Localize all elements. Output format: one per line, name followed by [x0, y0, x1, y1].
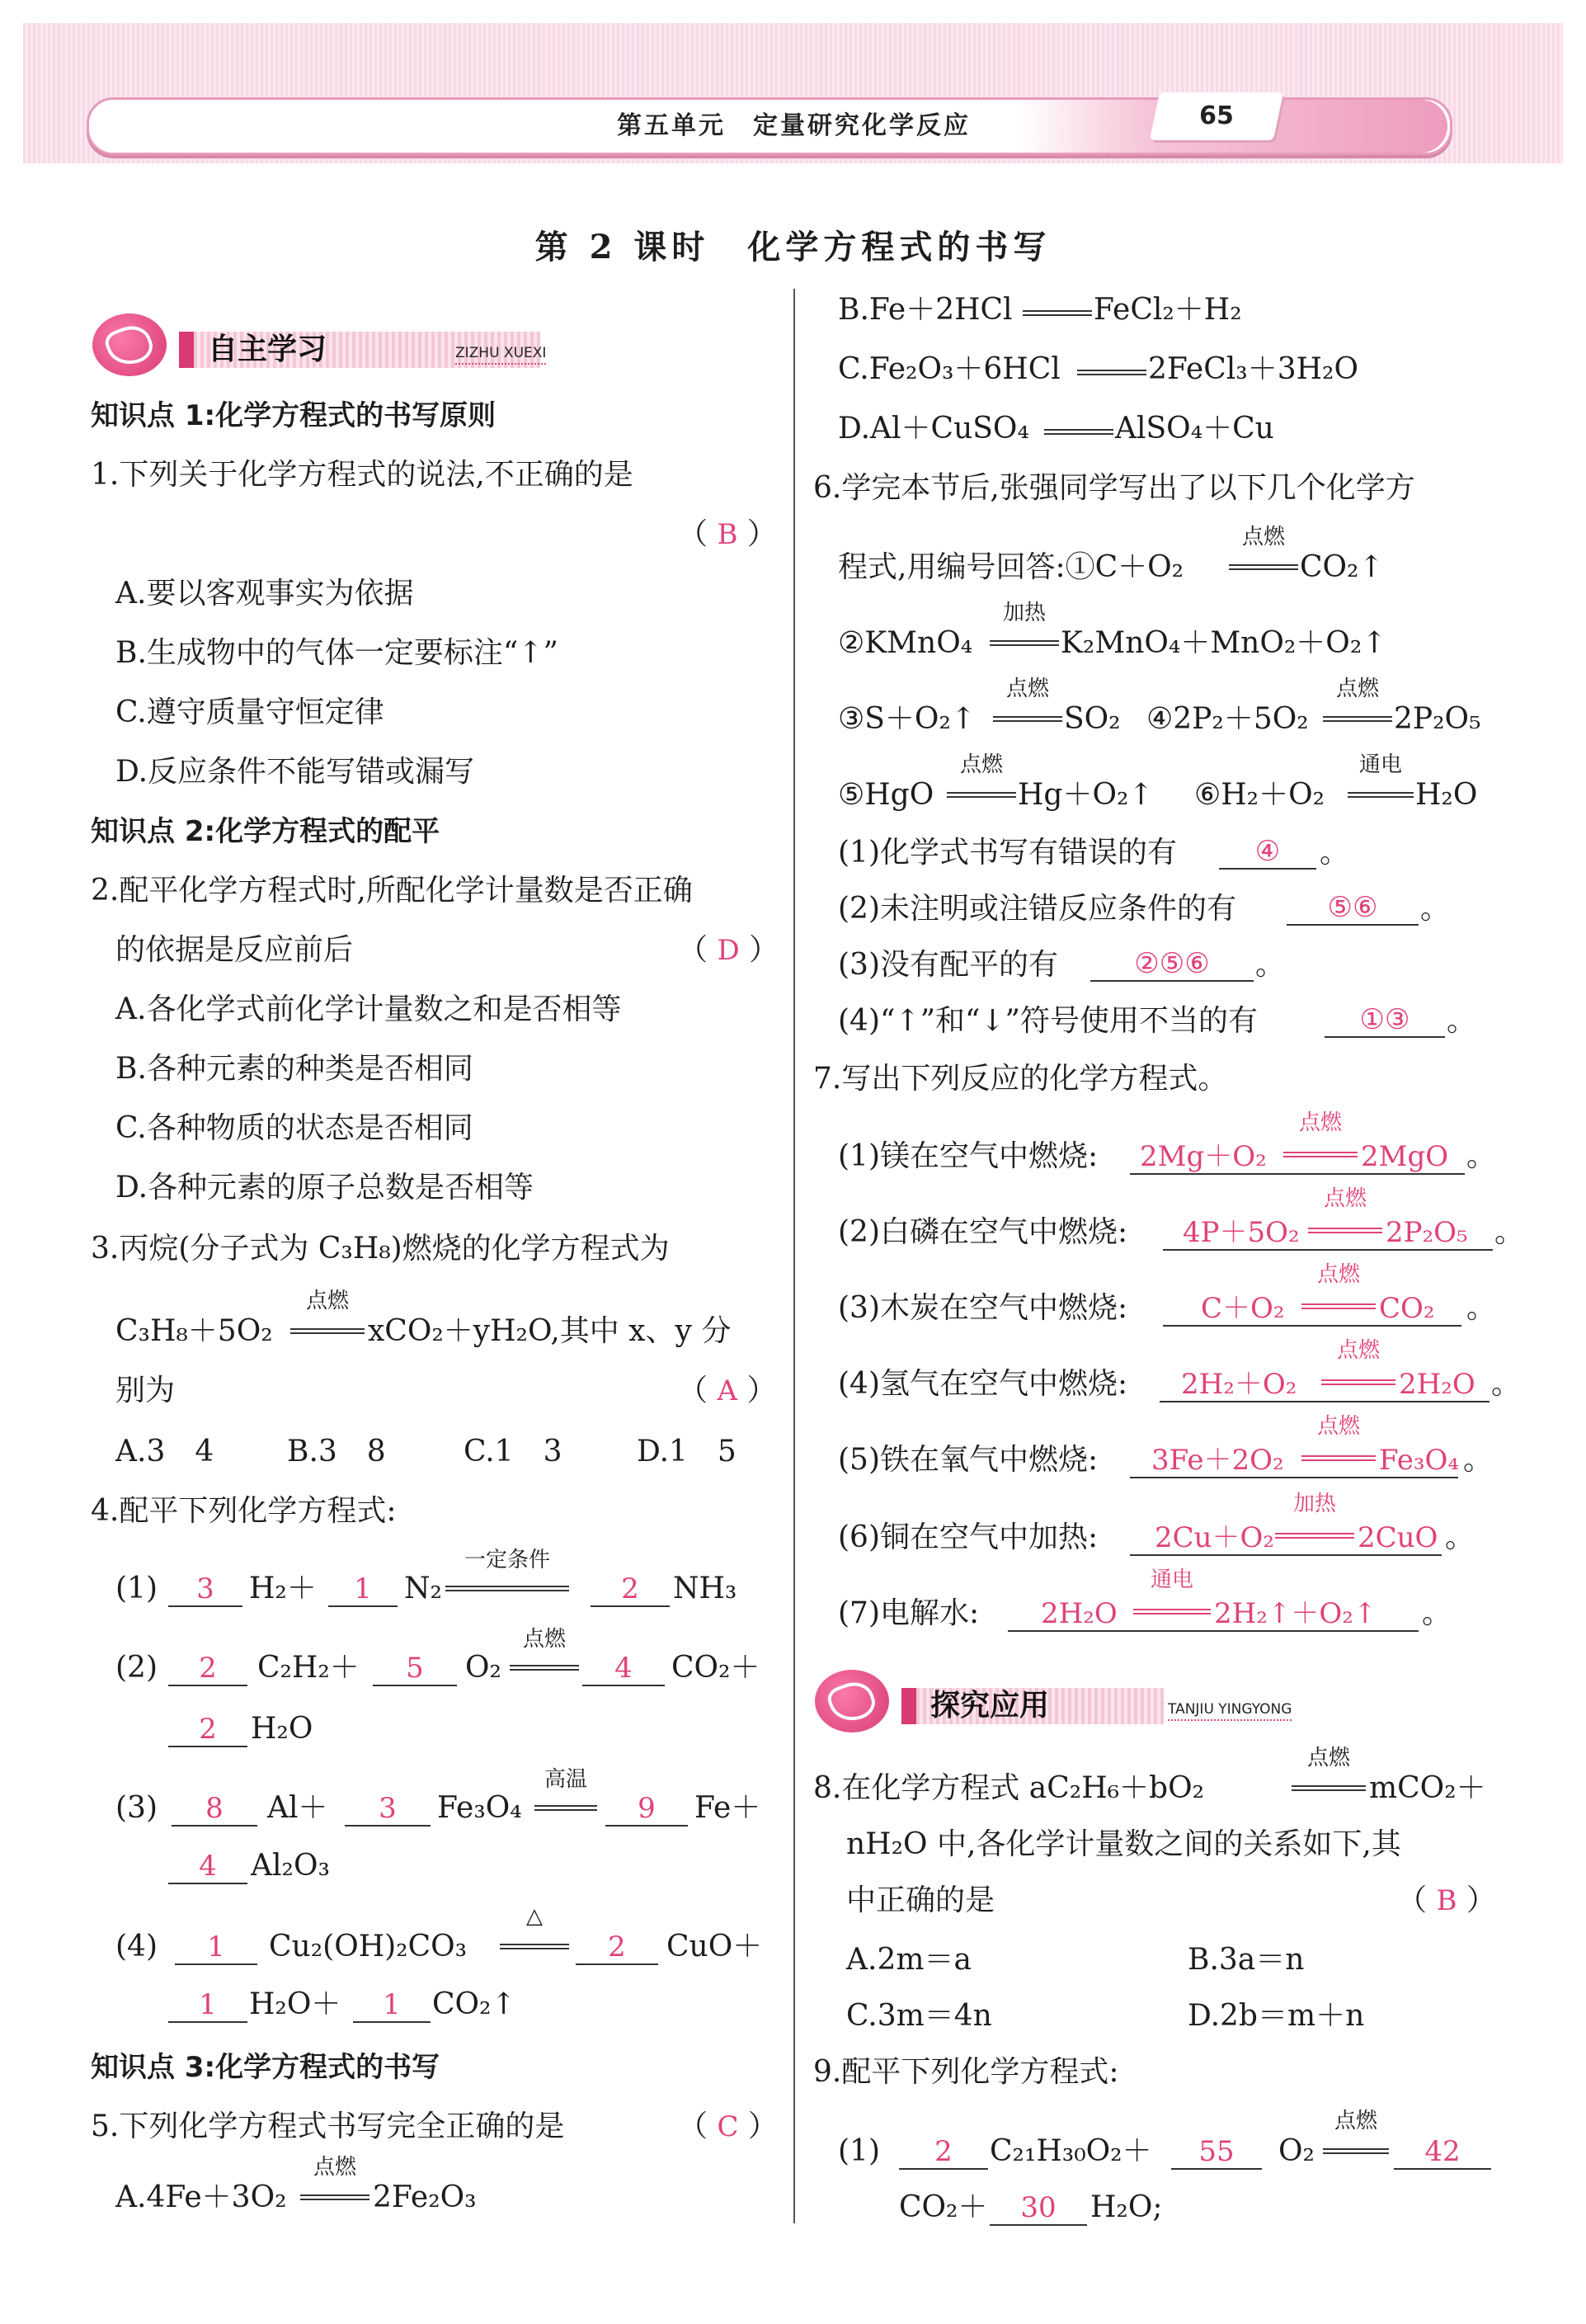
q4-p2-s4: H₂O — [251, 1712, 313, 1746]
q8-stem-line1b: mCO₂＋ — [1369, 1771, 1486, 1805]
q6-e3-condition: 点燃 — [1005, 676, 1049, 701]
q3-answer-paren: （ A ） — [678, 1374, 777, 1407]
q6-e2-right: K₂MnO₄＋MnO₂＋O₂↑ — [1061, 626, 1387, 660]
q4-p2-blank-b[interactable]: 5 — [373, 1652, 457, 1686]
q7-item6-label: (6)铜在空气中加热: — [838, 1520, 1099, 1554]
q9-p1-blank-b[interactable]: 55 — [1171, 2135, 1262, 2170]
q7-item5-label: (5)铁在氧气中燃烧: — [838, 1443, 1099, 1477]
q7-item1-right: 2MgO — [1361, 1140, 1449, 1173]
q6-e5-equals-sign — [947, 792, 1016, 798]
q7-item7-end: 。 — [1422, 1596, 1452, 1630]
q4-p4-blank-d[interactable]: 1 — [353, 1988, 431, 2023]
q7-item1-end: 。 — [1466, 1139, 1497, 1173]
q7-item6-right: 2CuO — [1358, 1521, 1438, 1554]
q8-stem-line2: nH₂O 中,各化学计量数之间的关系如下,其 — [846, 1827, 1401, 1861]
q5-option-d-right: AlSO₄＋Cu — [1115, 412, 1274, 445]
q7-item2-equals-sign — [1308, 1228, 1382, 1233]
q8-option-c: C.3m＝4n — [846, 1999, 992, 2033]
q7-item2-label: (2)白磷在空气中燃烧: — [838, 1215, 1128, 1249]
section-pinyin: ZIZHU XUEXI — [455, 345, 546, 365]
q7-item5-left: 3Fe＋2O₂ — [1151, 1444, 1284, 1477]
q1-option-b: B.生成物中的气体一定要标注“↑” — [115, 636, 558, 670]
q8-answer-paren: （ B ） — [1397, 1883, 1496, 1917]
knowledge-point-1: 知识点 1:化学方程式的书写原则 — [91, 399, 497, 432]
q6-e4-equals-sign — [1323, 716, 1392, 722]
q7-item7-blank[interactable] — [1008, 1567, 1419, 1632]
q6-stem-line1: 6.学完本节后,张强同学写出了以下几个化学方 — [813, 471, 1415, 505]
q5-answer-paren: （ C ） — [678, 2110, 778, 2143]
q6-e2-condition: 加热 — [1002, 601, 1046, 625]
q7-item6-blank[interactable] — [1130, 1492, 1442, 1556]
q5-option-c-equals-sign — [1077, 370, 1146, 375]
q7-stem: 7.写出下列反应的化学方程式。 — [813, 1062, 1228, 1096]
q4-p2-num: (2) — [115, 1651, 158, 1685]
q4-p3-s2: Fe₃O₄ — [437, 1791, 522, 1825]
q4-p4-num: (4) — [115, 1930, 158, 1963]
q6-sub4: (4)“↑”和“↓”符号使用不当的有 — [838, 1004, 1258, 1038]
q6-e3-right: SO₂ — [1064, 702, 1121, 736]
q7-item5-right: Fe₃O₄ — [1379, 1444, 1459, 1477]
q3-option-a: A.3 4 — [115, 1435, 214, 1468]
q8-option-d: D.2b＝m＋n — [1188, 1999, 1365, 2033]
q4-p1-s1: H₂＋ — [249, 1572, 317, 1605]
q6-e1-condition: 点燃 — [1241, 525, 1285, 549]
q8-stem-line3: 中正确的是 — [846, 1883, 995, 1917]
pencil-icon — [92, 313, 167, 376]
q6-e4-condition: 点燃 — [1335, 676, 1379, 701]
q6-e6-condition: 通电 — [1358, 752, 1402, 777]
q6-e6-right: H₂O — [1415, 778, 1478, 812]
q8-option-b: B.3a＝n — [1188, 1943, 1305, 1977]
q7-item3-condition: 点燃 — [1316, 1262, 1360, 1287]
q7-item3-label: (3)木炭在空气中燃烧: — [838, 1291, 1128, 1325]
q7-item7-condition: 通电 — [1150, 1567, 1193, 1592]
q7-item6-equals-sign — [1275, 1533, 1354, 1539]
q6-e2-left: ②KMnO₄ — [838, 626, 973, 660]
q5-option-b-right: FeCl₂＋H₂ — [1094, 293, 1242, 327]
q9-p1-num: (1) — [838, 2134, 880, 2168]
q1-answer: B — [717, 518, 738, 551]
q5-option-d-left: D.Al＋CuSO₄ — [838, 412, 1029, 445]
q4-p1-s2: N₂ — [404, 1572, 442, 1605]
q6-e1-equals-sign — [1229, 564, 1298, 570]
q7-item6-end: 。 — [1445, 1520, 1475, 1554]
q4-p4-condition: △ — [526, 1904, 543, 1929]
q6-stem-line2: 程式,用编号回答:①C＋O₂ — [838, 550, 1184, 584]
q4-p4-s2: CuO＋ — [666, 1930, 763, 1963]
q7-item1-condition: 点燃 — [1298, 1110, 1342, 1135]
q2-option-b: B.各种元素的种类是否相同 — [115, 1052, 473, 1086]
q6-sub4-blank[interactable]: ①③ — [1325, 1003, 1445, 1038]
q4-p1-s3: NH₃ — [673, 1572, 737, 1605]
q7-item7-left: 2H₂O — [1041, 1597, 1118, 1630]
q9-p1-s4: H₂O; — [1090, 2190, 1163, 2224]
q5-option-a-left: A.4Fe＋3O₂ — [115, 2180, 287, 2214]
q6-sub4-end: 。 — [1447, 1004, 1477, 1038]
q5-stem: 5.下列化学方程式书写完全正确的是 — [91, 2110, 565, 2143]
section-banner-inquiry — [815, 1670, 1351, 1736]
q3-option-d: D.1 5 — [637, 1435, 737, 1468]
q4-p1-blank-b[interactable]: 1 — [328, 1572, 398, 1607]
pencil-icon — [815, 1670, 889, 1732]
q4-p3-s1: Al＋ — [267, 1791, 328, 1825]
q7-item4-condition: 点燃 — [1336, 1338, 1380, 1363]
q6-e3-left: ③S＋O₂↑ — [838, 702, 977, 736]
q8-stem-line1a: 8.在化学方程式 aC₂H₆＋bO₂ — [813, 1771, 1205, 1805]
q4-p1-blank-a[interactable]: 3 — [168, 1572, 242, 1607]
q4-p4-blank-c[interactable]: 1 — [168, 1988, 247, 2023]
q7-item1-left: 2Mg＋O₂ — [1140, 1140, 1267, 1173]
q7-item3-right: CO₂ — [1379, 1292, 1435, 1325]
q4-p1-equals-sign — [445, 1586, 569, 1591]
q4-p3-s3: Fe＋ — [694, 1791, 761, 1825]
q7-item7-equals-sign — [1133, 1609, 1211, 1615]
q5-option-a-equals-sign — [300, 2194, 369, 2200]
q4-p3-blank-c[interactable]: 9 — [605, 1792, 688, 1827]
q7-item5-condition: 点燃 — [1316, 1414, 1360, 1439]
q4-p3-num: (3) — [115, 1791, 158, 1825]
q9-p1-blank-a[interactable]: 2 — [899, 2135, 988, 2170]
q6-sub1: (1)化学式书写有错误的有 — [838, 836, 1177, 870]
q7-item6-condition: 加热 — [1292, 1492, 1336, 1516]
q9-p1-s1: C₂₁H₃₀O₂＋ — [990, 2134, 1152, 2168]
q6-sub1-blank[interactable]: ④ — [1219, 835, 1316, 870]
q4-p3-equals-sign — [534, 1805, 597, 1811]
q4-p3-blank-b[interactable]: 3 — [345, 1792, 431, 1827]
q7-item1-label: (1)镁在空气中燃烧: — [838, 1139, 1099, 1173]
q7-item4-blank[interactable] — [1160, 1338, 1490, 1402]
q6-e5-left: ⑤HgO — [838, 778, 934, 812]
q2-option-a: A.各化学式前化学计量数之和是否相等 — [115, 992, 622, 1026]
q4-p2-blank-a[interactable]: 2 — [168, 1652, 247, 1686]
q7-item2-left: 4P＋5O₂ — [1183, 1216, 1300, 1249]
q4-p1-blank-c[interactable]: 2 — [591, 1572, 670, 1607]
knowledge-point-2: 知识点 2:化学方程式的配平 — [91, 815, 440, 848]
q4-p4-s1: Cu₂(OH)₂CO₃ — [269, 1930, 468, 1963]
q7-item3-blank[interactable] — [1163, 1262, 1461, 1327]
q4-p4-s4: CO₂↑ — [432, 1987, 516, 2021]
q4-p2-blank-d[interactable]: 2 — [168, 1713, 247, 1747]
q6-sub2: (2)未注明或注错反应条件的有 — [838, 892, 1236, 926]
q5-option-b-left: B.Fe＋2HCl — [838, 293, 1013, 327]
q2-option-c: C.各种物质的状态是否相同 — [115, 1111, 473, 1145]
q4-p4-equals-sign — [500, 1944, 569, 1949]
q3-equals-sign — [290, 1328, 365, 1334]
q6-e4-right: 2P₂O₅ — [1394, 702, 1481, 736]
q4-p4-blank-b[interactable]: 2 — [576, 1930, 658, 1965]
q6-e2-equals-sign — [990, 640, 1059, 646]
q3-eq-right: xCO₂＋yH₂O,其中 x、y 分 — [368, 1314, 732, 1348]
q5-option-d-equals-sign — [1044, 429, 1113, 435]
q6-sub2-blank[interactable]: ⑤⑥ — [1287, 891, 1419, 926]
q9-p1-condition: 点燃 — [1334, 2109, 1377, 2133]
q9-p1-s3: CO₂＋ — [899, 2190, 988, 2224]
q4-p2-blank-c[interactable]: 4 — [582, 1652, 665, 1686]
q8-option-a: A.2m＝a — [846, 1943, 972, 1977]
q7-item4-equals-sign — [1321, 1379, 1395, 1385]
q6-sub3-end: 。 — [1255, 948, 1286, 982]
q6-e3-equals-sign — [993, 716, 1062, 722]
q7-item3-left: C＋O₂ — [1201, 1292, 1285, 1325]
q6-e6-left: ⑥H₂＋O₂ — [1194, 778, 1325, 812]
q3-answer: A — [717, 1374, 738, 1407]
q7-item5-blank[interactable] — [1130, 1414, 1459, 1478]
lesson-title: 第 2 课时 化学方程式的书写 — [534, 228, 1052, 266]
q2-answer: D — [717, 934, 740, 967]
q7-item5-end: 。 — [1463, 1443, 1494, 1477]
unit-title: 第五单元 定量研究化学反应 — [617, 111, 971, 140]
q4-stem: 4.配平下列化学方程式: — [91, 1494, 397, 1528]
q8-answer: B — [1436, 1884, 1457, 1917]
q5-option-c-left: C.Fe₂O₃＋6HCl — [838, 352, 1061, 386]
q7-item2-condition: 点燃 — [1323, 1186, 1367, 1211]
q9-p1-equals-sign — [1323, 2148, 1389, 2154]
q7-item7-right: 2H₂↑＋O₂↑ — [1214, 1597, 1377, 1630]
q2-stem-line1: 2.配平化学方程式时,所配化学计量数是否正确 — [91, 874, 693, 907]
q9-p1-blank-c[interactable]: 42 — [1394, 2135, 1491, 2170]
q9-stem: 9.配平下列化学方程式: — [813, 2055, 1119, 2089]
q6-sub1-end: 。 — [1320, 836, 1350, 870]
q5-answer: C — [717, 2110, 739, 2143]
q7-item4-label: (4)氢气在空气中燃烧: — [838, 1367, 1128, 1401]
q4-p4-blank-a[interactable]: 1 — [175, 1930, 257, 1965]
section-label: 自主学习 — [208, 332, 327, 366]
q6-e4-left: ④2P₂＋5O₂ — [1146, 702, 1309, 736]
section-banner-self-study — [92, 313, 653, 379]
q4-p1-condition: 一定条件 — [464, 1548, 550, 1572]
q4-p2-equals-sign — [510, 1665, 579, 1671]
q3-condition: 点燃 — [305, 1289, 349, 1313]
q4-p1-num: (1) — [115, 1572, 158, 1605]
q2-answer-paren: （ D ） — [678, 933, 779, 967]
column-divider — [793, 289, 795, 2223]
q6-e6-equals-sign — [1348, 792, 1414, 798]
q8-condition: 点燃 — [1306, 1746, 1350, 1770]
q7-item1-blank[interactable] — [1130, 1110, 1465, 1175]
q6-sub3: (3)没有配平的有 — [838, 948, 1058, 982]
q7-item2-blank[interactable] — [1163, 1186, 1493, 1251]
q3-option-c: C.1 3 — [464, 1435, 562, 1468]
q4-p2-s2: O₂ — [465, 1651, 501, 1685]
q8-equals-sign — [1292, 1785, 1366, 1791]
q6-e5-condition: 点燃 — [959, 752, 1003, 777]
q9-p1-blank-d[interactable]: 30 — [990, 2191, 1087, 2226]
q4-p3-s4: Al₂O₃ — [251, 1849, 330, 1883]
q7-item5-equals-sign — [1301, 1455, 1376, 1461]
q3-eq-left: C₃H₈＋5O₂ — [115, 1314, 273, 1348]
q6-sub3-blank[interactable]: ②⑤⑥ — [1090, 947, 1254, 982]
q7-item1-equals-sign — [1283, 1152, 1358, 1157]
q6-sub2-end: 。 — [1420, 892, 1451, 926]
q4-p2-s1: C₂H₂＋ — [257, 1651, 360, 1685]
q2-stem-line2: 的依据是反应前后 — [115, 933, 354, 967]
q1-option-a: A.要以客观事实为依据 — [115, 577, 414, 610]
q4-p3-blank-d[interactable]: 4 — [168, 1850, 247, 1884]
knowledge-point-3: 知识点 3:化学方程式的书写 — [91, 2051, 440, 2084]
q5-option-a-right: 2Fe₂O₃ — [373, 2180, 477, 2214]
q7-item4-right: 2H₂O — [1399, 1368, 1475, 1401]
q4-p3-blank-a[interactable]: 8 — [172, 1792, 257, 1827]
q7-item2-right: 2P₂O₅ — [1386, 1216, 1468, 1249]
q3-option-b: B.3 8 — [287, 1435, 386, 1468]
q7-item2-end: 。 — [1494, 1215, 1525, 1249]
q9-p1-s2: O₂ — [1278, 2134, 1315, 2168]
q6-e1-right: CO₂↑ — [1300, 550, 1384, 584]
q1-option-d: D.反应条件不能写错或漏写 — [115, 755, 475, 789]
section-pinyin: TANJIU YINGYONG — [1168, 1701, 1292, 1721]
q1-answer-paren: （ B ） — [678, 517, 777, 551]
q7-item3-end: 。 — [1466, 1291, 1497, 1325]
q7-item6-left: 2Cu＋O₂ — [1155, 1521, 1275, 1554]
q4-p3-condition: 高温 — [544, 1767, 587, 1792]
q3-stem-line1: 3.丙烷(分子式为 C₃H₈)燃烧的化学方程式为 — [91, 1232, 670, 1266]
q2-option-d: D.各种元素的原子总数是否相等 — [115, 1171, 534, 1204]
q1-option-c: C.遵守质量守恒定律 — [115, 695, 384, 729]
q5-option-a-condition: 点燃 — [313, 2155, 356, 2180]
q4-p2-condition: 点燃 — [522, 1627, 566, 1652]
q5-option-b-equals-sign — [1023, 310, 1092, 316]
q1-stem: 1.下列关于化学方程式的说法,不正确的是 — [91, 458, 633, 492]
q6-e5-right: Hg＋O₂↑ — [1018, 778, 1154, 812]
q7-item3-equals-sign — [1301, 1303, 1376, 1309]
q3-stem-line3: 别为 — [115, 1374, 176, 1407]
q7-item4-left: 2H₂＋O₂ — [1181, 1368, 1297, 1401]
section-label: 探究应用 — [930, 1689, 1050, 1723]
q7-item4-end: 。 — [1491, 1367, 1522, 1401]
page-number: 65 — [1199, 101, 1234, 130]
q7-item7-label: (7)电解水: — [838, 1596, 980, 1630]
q4-p4-s3: H₂O＋ — [249, 1987, 341, 2021]
q4-p2-s3: CO₂＋ — [671, 1651, 760, 1685]
q5-option-c-right: 2FeCl₃＋3H₂O — [1148, 352, 1358, 386]
